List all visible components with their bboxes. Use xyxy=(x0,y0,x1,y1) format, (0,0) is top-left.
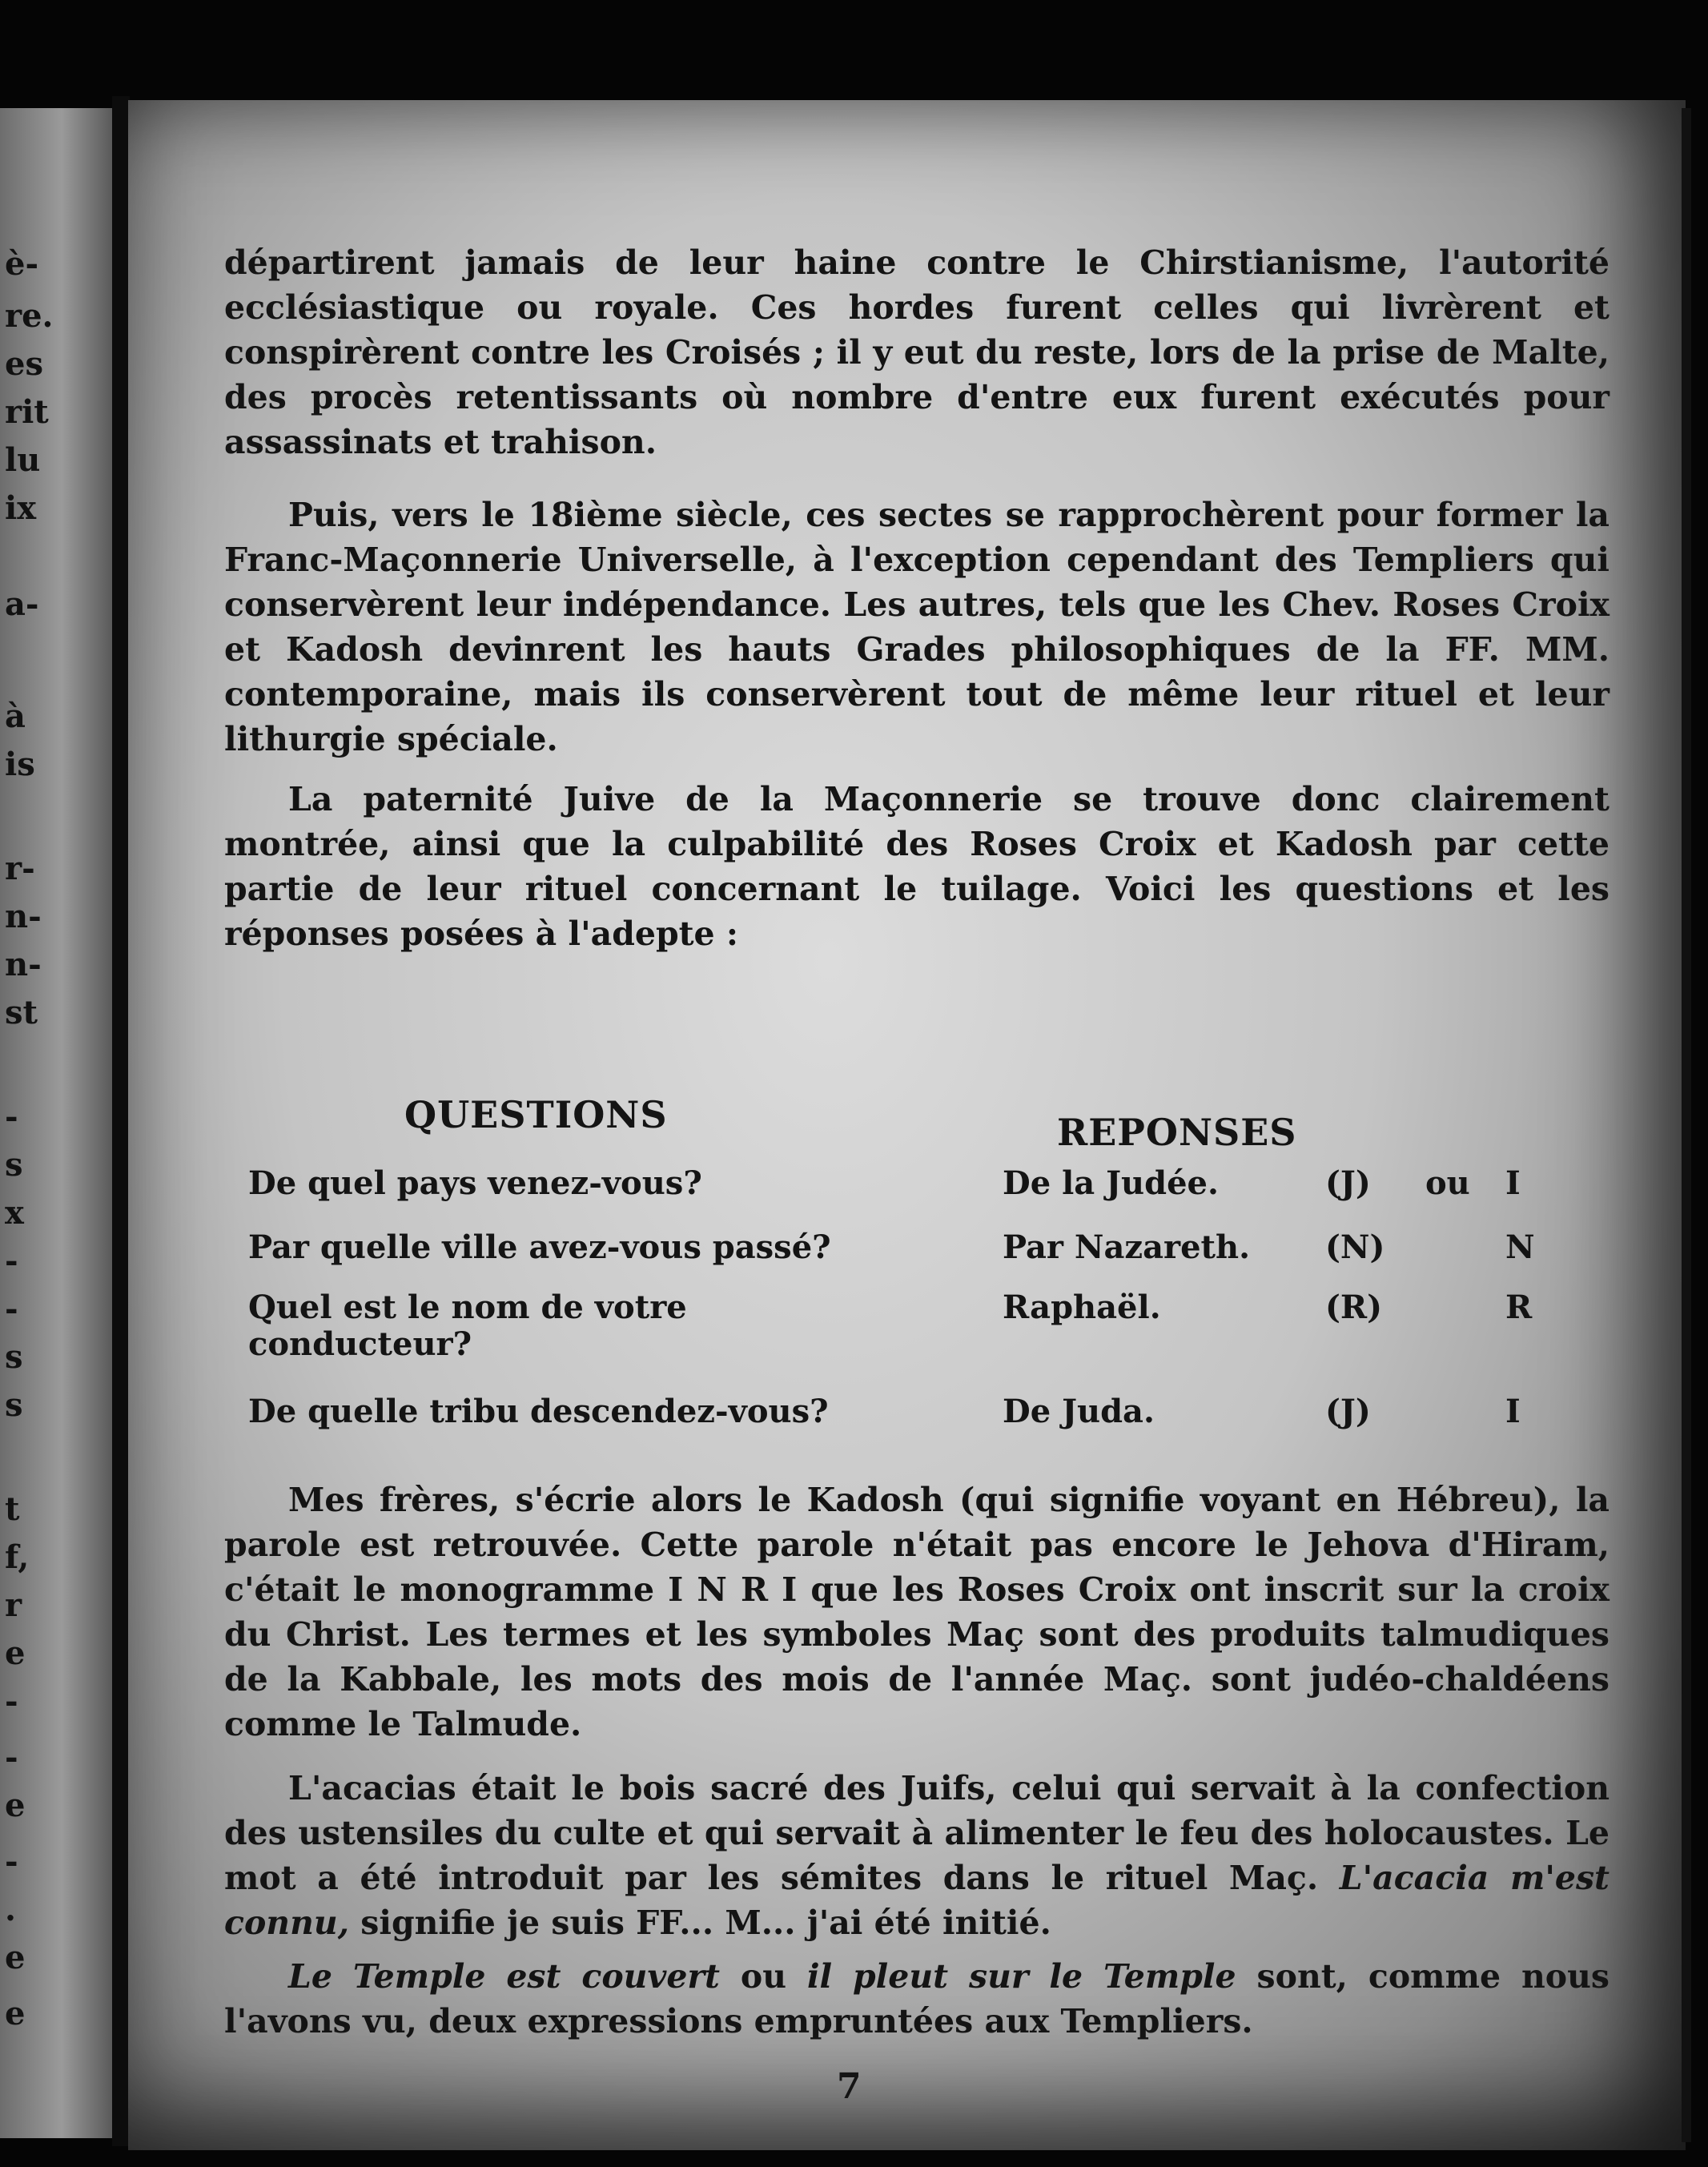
previous-page-strip xyxy=(0,108,112,2138)
margin-fragment: r- xyxy=(5,850,35,887)
letter-alt: N xyxy=(1505,1228,1535,1266)
book-gutter xyxy=(112,96,130,2146)
table-row xyxy=(248,1393,1610,1441)
margin-fragment: st xyxy=(5,994,38,1031)
paragraph-1 xyxy=(224,240,1610,464)
paragraph-4 xyxy=(224,1478,1610,1747)
question-text: Par quelle ville avez-vous passé? xyxy=(248,1228,831,1266)
letter-alt: I xyxy=(1505,1164,1521,1202)
margin-fragment: ix xyxy=(5,489,37,527)
page-edge-rule xyxy=(1682,108,1691,2142)
letter-alt: I xyxy=(1505,1393,1521,1430)
question-text: De quel pays venez-vous? xyxy=(248,1164,702,1202)
page-number: 7 xyxy=(837,2066,862,2107)
paragraph-5-text xyxy=(224,1766,1610,1945)
paragraph-1-text: départirent jamais de leur haine contre le Chirstianisme, l'autorité ecclésiastique ou royale. Ces hordes furent celles qui livrèrent et conspirèrent contre les Croisés ; il y eut du reste, lors de la prise de Malte, des procès retentissants où nombre d'entre eux furent exécutés pour assassinats et trahison. xyxy=(224,243,1610,461)
paragraph-5-part: signifie je suis FF... M... j'ai été initié. xyxy=(349,1904,1051,1942)
letter-cipher: (J) xyxy=(1325,1164,1371,1202)
margin-fragment: - xyxy=(5,1683,18,1720)
letter-alt: R xyxy=(1505,1289,1533,1326)
scanned-page xyxy=(128,100,1686,2150)
letter-cipher: (R) xyxy=(1325,1289,1383,1326)
paragraph-6-italic: Le Temple est couvert xyxy=(288,1957,720,1996)
question-text: Quel est le nom de votre conducteur? xyxy=(248,1289,687,1363)
margin-fragment: n- xyxy=(5,898,42,935)
responses-heading: REPONSES xyxy=(1057,1111,1297,1154)
margin-fragment: n- xyxy=(5,946,42,983)
margin-fragment: r xyxy=(5,1586,22,1624)
margin-fragment: e xyxy=(5,1939,26,1976)
answer-text: Par Nazareth. xyxy=(1003,1228,1251,1266)
margin-fragment: - xyxy=(5,1242,18,1280)
paragraph-5-italic: L'acacia m'est connu, xyxy=(224,1859,1610,1942)
margin-fragment: f, xyxy=(5,1538,30,1576)
margin-fragment: is xyxy=(5,746,35,783)
margin-fragment: lu xyxy=(5,441,41,479)
margin-fragment: . xyxy=(5,1891,16,1928)
paragraph-3-text: La paternité Juive de la Maçonnerie se trouve donc clairement montrée, ainsi que la culpabilité des Roses Croix et Kadosh par cette partie de leur rituel concernant le tuilage. Voici les questions et les réponses posées à l'adepte : xyxy=(224,780,1610,953)
margin-fragment: e xyxy=(5,1787,26,1824)
paragraph-6-italic: il pleut sur le Temple xyxy=(806,1957,1236,1996)
margin-fragment: x xyxy=(5,1194,24,1232)
paragraph-5-part: L'acacias était le bois sacré des Juifs, celui qui servait à la confection des ustensiles du culte et qui servait à alimenter le feu des holocaustes. Le mot a été introduit par les sémites dans le rituel Maç. xyxy=(224,1769,1610,1897)
answer-text: De Juda. xyxy=(1003,1393,1155,1430)
margin-fragment: s xyxy=(5,1146,23,1184)
letter-cipher: (J) xyxy=(1325,1393,1371,1430)
margin-fragment: rit xyxy=(5,393,49,431)
paragraph-4-text: Mes frères, s'écrie alors le Kadosh (qui signifie voyant en Hébreu), la parole est retrouvée. Cette parole n'était pas encore le Jehova d'Hiram, c'était le monogramme I N R I que les Roses Croix ont inscrit sur la croix du Christ. Les termes et les symboles Maç sont des produits talmudiques de la Kabbale, les mots des mois de l'année Maç. sont judéo-chaldéens comme le Talmude. xyxy=(224,1481,1610,1743)
margin-fragment: s xyxy=(5,1386,23,1424)
questions-heading: QUESTIONS xyxy=(404,1093,668,1136)
margin-fragment: re. xyxy=(5,297,54,335)
paragraph-6 xyxy=(224,1954,1610,2044)
paragraph-6-text xyxy=(224,1954,1610,2044)
answer-text: De la Judée. xyxy=(1003,1164,1219,1202)
margin-fragment: è- xyxy=(5,245,39,283)
paragraph-2 xyxy=(224,492,1610,762)
paragraph-6-part: sont, comme nous l'avons vu, deux expressions empruntées aux Templiers. xyxy=(224,1957,1610,2040)
paragraph-3 xyxy=(224,777,1610,956)
margin-fragment: e xyxy=(5,1995,26,2032)
letter-cipher: (N) xyxy=(1325,1228,1385,1266)
margin-fragment: e xyxy=(5,1634,26,1672)
paragraph-5 xyxy=(224,1766,1610,1945)
margin-fragment: es xyxy=(5,345,43,383)
table-row xyxy=(248,1289,1610,1363)
margin-fragment: à xyxy=(5,698,26,735)
margin-fragment: - xyxy=(5,1739,18,1776)
paragraph-2-text: Puis, vers le 18ième siècle, ces sectes se rapprochèrent pour former la Franc-Maçonnerie Universelle, à l'exception cependant des Templiers qui conservèrent leur indépendance. Les autres, tels que les Chev. Roses Croix et Kadosh devinrent les hauts Grades philosophiques de la FF. MM. contemporaine, mais ils conservèrent tout de même leur rituel et leur lithurgie spéciale. xyxy=(224,496,1610,758)
paragraph-6-part: ou xyxy=(719,1957,807,1996)
answer-text: Raphaël. xyxy=(1003,1289,1161,1326)
table-row xyxy=(248,1165,1610,1213)
margin-fragment: - xyxy=(5,1843,18,1880)
question-text: De quelle tribu descendez-vous? xyxy=(248,1393,829,1430)
margin-fragment: - xyxy=(5,1098,18,1136)
or-word: ou xyxy=(1425,1164,1470,1202)
margin-fragment: s xyxy=(5,1338,23,1376)
margin-fragment: - xyxy=(5,1290,18,1328)
table-row xyxy=(248,1229,1610,1277)
margin-fragment: t xyxy=(5,1490,20,1528)
margin-fragment: a- xyxy=(5,585,39,623)
